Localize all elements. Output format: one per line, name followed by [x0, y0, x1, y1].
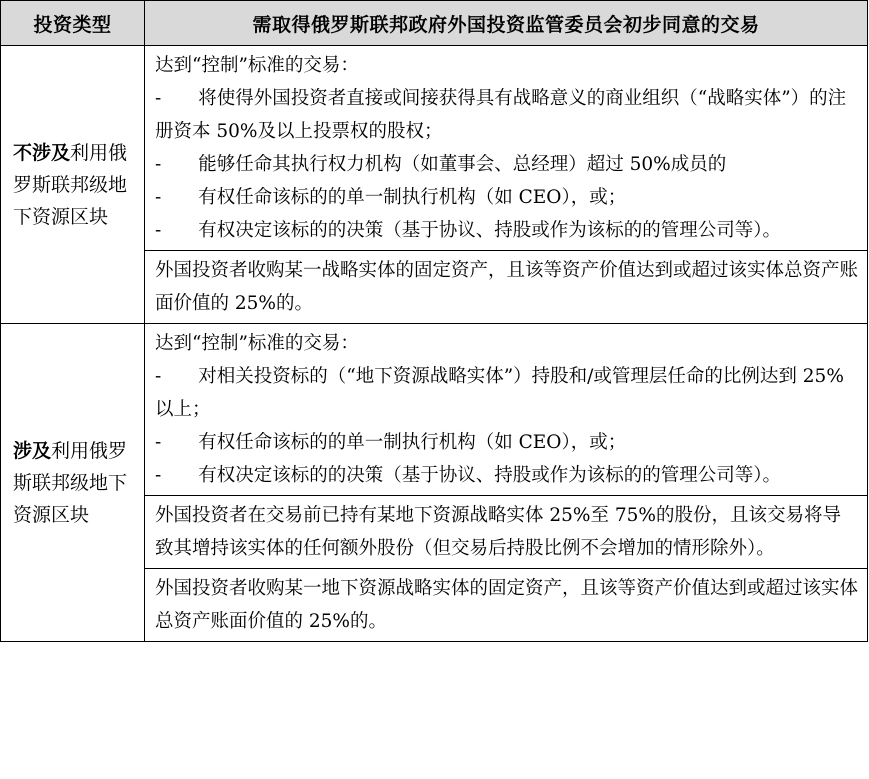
type-label: 利用俄罗斯联邦级地下资源区块: [13, 141, 128, 228]
cell-lead-text: 达到“控制”标准的交易：: [155, 55, 359, 76]
bullet-item: - 有权任命该标的的单一制执行机构（如 CEO），或；: [155, 187, 627, 208]
control-criteria-cell: [145, 46, 868, 251]
asset-acquisition-cell: 外国投资者收购某一地下资源战略实体的固定资产，且该等资产价值达到或超过该实体总资产账面价值的 25%的。: [145, 569, 868, 642]
bullet-item: - 将使得外国投资者直接或间接获得具有战略意义的商业组织（“战略实体”）的注册资本 50%及以上投票权的股权；: [155, 88, 847, 142]
header-transactions: 需取得俄罗斯联邦政府外国投资监管委员会初步同意的交易: [145, 1, 868, 46]
bullet-item: - 有权任命该标的的单一制执行机构（如 CEO），或；: [155, 432, 627, 453]
asset-acquisition-cell: 外国投资者收购某一战略实体的固定资产，且该等资产价值达到或超过该实体总资产账面价值的 25%的。: [145, 251, 868, 324]
existing-shareholding-cell: 外国投资者在交易前已持有某地下资源战略实体 25%至 75%的股份，且该交易将导致其增持该实体的任何额外股份（但交易后持股比例不会增加的情形除外）。: [145, 496, 868, 569]
bullet-item: - 有权决定该标的的决策（基于协议、持股或作为该标的的管理公司等）。: [155, 465, 782, 486]
type-bold-label: 不涉及: [13, 141, 71, 164]
table-row: [1, 324, 868, 496]
investment-type-cell: [1, 46, 145, 324]
bullet-item: - 能够任命其执行权力机构（如董事会、总经理）超过 50%成员的: [155, 154, 727, 175]
table-header-row: [1, 1, 868, 46]
type-label: 利用俄罗斯联邦级地下资源区块: [13, 439, 128, 526]
control-criteria-cell: [145, 324, 868, 496]
cell-lead-text: 达到“控制”标准的交易：: [155, 333, 359, 354]
investment-type-cell: [1, 324, 145, 642]
header-investment-type: 投资类型: [1, 1, 145, 46]
table-row: [1, 46, 868, 251]
bullet-item: - 有权决定该标的的决策（基于协议、持股或作为该标的的管理公司等）。: [155, 220, 782, 241]
type-bold-label: 涉及: [13, 439, 52, 462]
bullet-item: - 对相关投资标的（“地下资源战略实体”）持股和/或管理层任命的比例达到 25%以上；: [155, 366, 844, 420]
